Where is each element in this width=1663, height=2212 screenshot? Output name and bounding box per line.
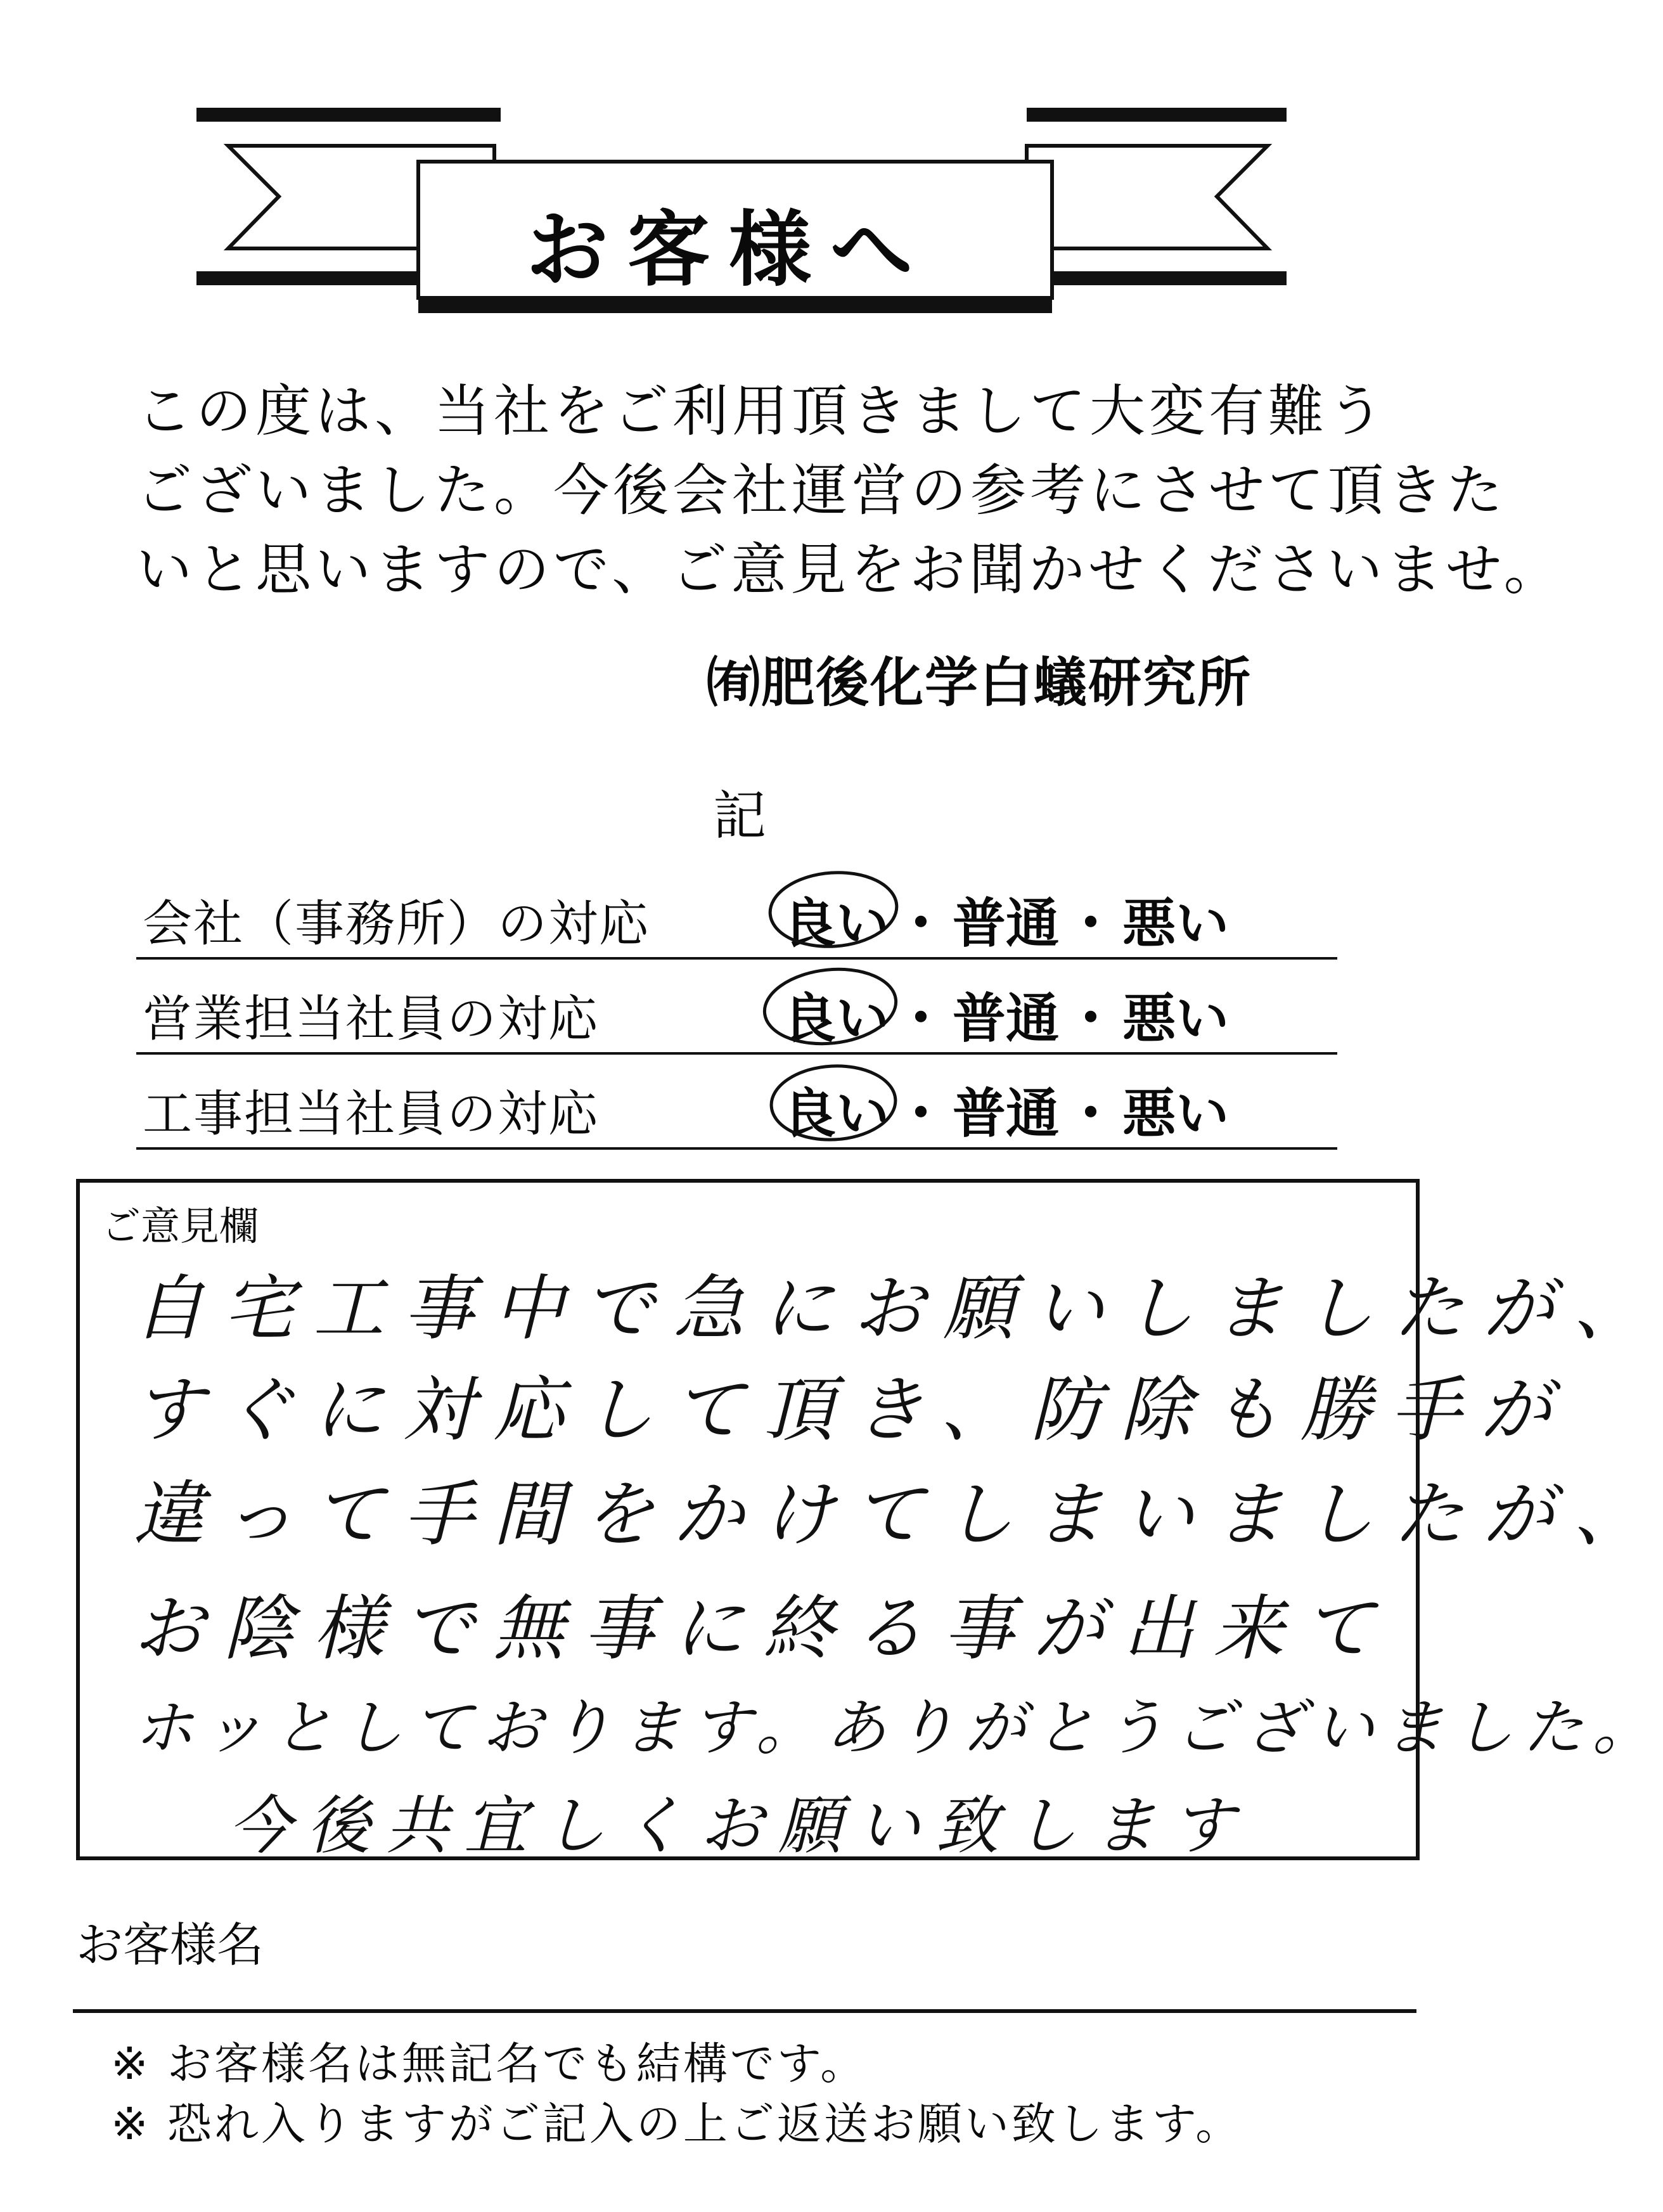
handwritten-line-6: 今後共宜しくお願い致します	[228, 1789, 1250, 1863]
option-normal[interactable]: 普通	[953, 987, 1060, 1050]
row-divider	[136, 1147, 1337, 1150]
intro-line-1: この度は、当社をご利用頂きまして大変有難う	[136, 378, 1388, 444]
note-return: ※ 恐れ入りますがご記入の上ご返送お願い致します。	[111, 2098, 1243, 2150]
page-title: お客様へ	[526, 201, 932, 298]
selection-circles	[761, 868, 913, 1160]
comment-label: ご意見欄	[101, 1203, 259, 1249]
rating-label-construction: 工事担当社員の対応	[143, 1086, 600, 1143]
separator: ・	[1064, 892, 1118, 955]
option-good[interactable]: 良い	[783, 892, 890, 955]
rating-label-company: 会社（事務所）の対応	[143, 896, 650, 953]
customer-name-label: お客様名	[76, 1918, 264, 1972]
option-normal[interactable]: 普通	[953, 1083, 1060, 1145]
handwritten-line-2: すぐに対応して頂き、防除も勝手が	[133, 1369, 1570, 1451]
selection-circle-construction	[769, 1063, 897, 1143]
handwritten-line-4: お陰様で無事に終る事が出来て	[133, 1588, 1393, 1670]
selection-circle-company	[767, 868, 899, 951]
customer-name-field[interactable]	[76, 1965, 1413, 2009]
option-bad[interactable]: 悪い	[1122, 892, 1230, 955]
separator: ・	[1064, 1083, 1118, 1145]
option-normal[interactable]: 普通	[953, 892, 1060, 955]
intro-line-2: ございました。今後会社運営の参考にさせて頂きた	[136, 458, 1507, 523]
row-divider	[136, 957, 1337, 960]
handwritten-line-1: 自宅工事中で急にお願いしましたが、	[133, 1268, 1663, 1350]
option-good[interactable]: 良い	[783, 1083, 890, 1145]
option-good[interactable]: 良い	[783, 987, 890, 1050]
rating-label-sales: 営業担当社員の対応	[143, 991, 600, 1048]
separator: ・	[894, 987, 948, 1050]
option-bad[interactable]: 悪い	[1122, 987, 1230, 1050]
company-name: ㈲肥後化学白蟻研究所	[707, 652, 1252, 714]
record-heading: 記	[713, 785, 767, 847]
separator: ・	[894, 892, 948, 955]
row-divider	[136, 1052, 1337, 1055]
intro-line-3: いと思いますので、ご意見をお聞かせくださいませ。	[136, 537, 1563, 602]
option-bad[interactable]: 悪い	[1122, 1083, 1230, 1145]
separator: ・	[894, 1083, 948, 1145]
customer-name-underline	[73, 2009, 1416, 2013]
separator: ・	[1064, 987, 1118, 1050]
selection-circle-sales	[761, 963, 900, 1050]
handwritten-line-5: ホッとしております。ありがとうございました。	[133, 1692, 1662, 1763]
note-anonymous: ※ お客様名は無記名でも結構です。	[111, 2038, 868, 2090]
handwritten-line-3: 違って手間をかけてしまいましたが、	[133, 1474, 1663, 1556]
